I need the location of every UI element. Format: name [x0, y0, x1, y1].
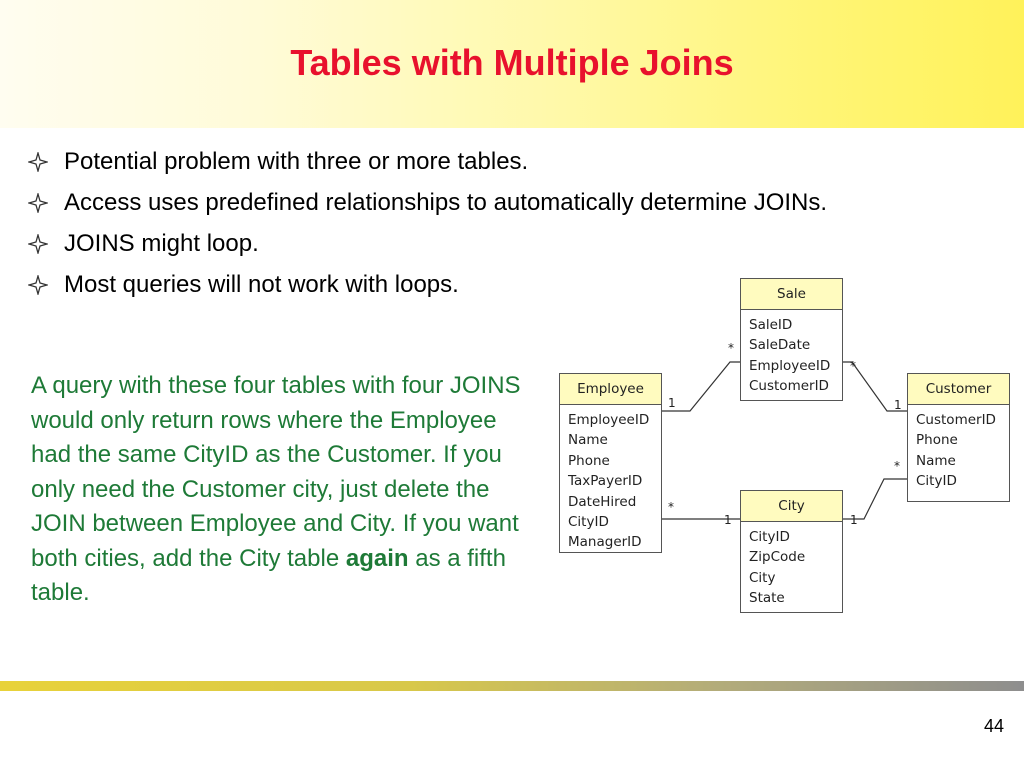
note-emphasis: again [345, 544, 409, 572]
bullet-text: JOINS might loop. [64, 230, 259, 257]
field: State [749, 590, 785, 607]
table-employee [559, 373, 662, 553]
table-header: Customer [908, 374, 1009, 405]
page-number: 44 [983, 716, 1004, 736]
field: TaxPayerID [568, 473, 643, 490]
field: Name [916, 452, 956, 469]
cardinality-label: * [668, 500, 674, 514]
field-list [908, 405, 1009, 492]
field-list [560, 405, 661, 553]
cardinality-label: 1 [850, 513, 858, 527]
table-customer [907, 373, 1010, 502]
table-header: Sale [741, 279, 842, 310]
field: EmployeeID [749, 357, 831, 374]
bullet-text: Most queries will not work with loops. [64, 271, 459, 298]
field: SaleDate [749, 337, 811, 354]
field: CityID [916, 473, 957, 490]
footer-bar [0, 681, 1024, 691]
cardinality-label: 1 [894, 398, 902, 412]
bullet-text: Access uses predefined relationships to automatically determine JOINs. [64, 189, 828, 216]
field: CustomerID [749, 378, 829, 395]
field: CityID [749, 529, 790, 545]
field: Phone [568, 452, 610, 469]
field: ZipCode [749, 549, 806, 566]
table-header: Employee [560, 374, 661, 405]
field: CityID [568, 513, 609, 530]
field-list [741, 522, 842, 609]
note-text-before: A query with these four tables with four JOINS would only return rows where the Employee had the same CityID as the Customer. If you only need the Customer city, just delete the JOIN between Employee and City. If you want both cities, add the City table [31, 372, 521, 572]
field: ManagerID [568, 534, 642, 551]
table-header: City [741, 491, 842, 522]
field: Name [568, 432, 608, 449]
field: EmployeeID [568, 412, 650, 428]
table-sale [740, 278, 843, 401]
cardinality-label: * [728, 341, 734, 355]
cardinality-label: * [894, 459, 900, 473]
note-text-after: as a fifth table. [31, 544, 506, 606]
slide-title: Tables with Multiple Joins [290, 42, 734, 83]
field-list [741, 310, 842, 397]
field: SaleID [749, 317, 793, 333]
field: CustomerID [916, 412, 996, 428]
table-city [740, 490, 843, 613]
cardinality-label: 1 [724, 513, 732, 527]
cardinality-label: * [850, 359, 856, 373]
field: Phone [916, 432, 958, 449]
cardinality-label: 1 [668, 396, 676, 410]
field: DateHired [568, 493, 637, 510]
field: City [749, 569, 776, 586]
bullet-text: Potential problem with three or more tables. [64, 148, 529, 175]
